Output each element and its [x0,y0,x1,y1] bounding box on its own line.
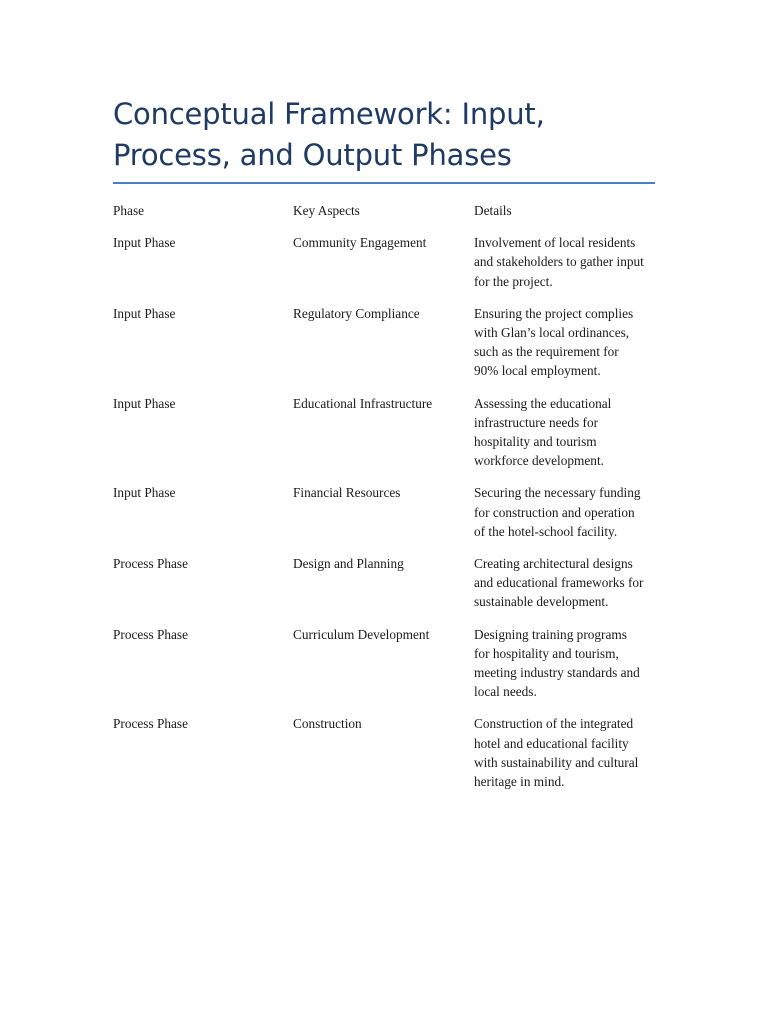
cell-phase: Input Phase [113,235,176,251]
cell-phase: Process Phase [113,626,188,642]
cell-key-aspect: Educational Infrastructure [293,395,433,411]
table-row [113,625,644,715]
cell-key-aspect: Community Engagement [293,235,427,251]
cell-details: Involvement of local residents and stakeholders to gather input for the project. [474,235,644,289]
cell-details: Designing training programs for hospitality and tourism, meeting industry standards and local needs. [474,626,640,700]
framework-table [113,201,644,804]
table-row [113,714,644,804]
cell-details: Assessing the educational infrastructure needs for hospitality and tourism workforce development. [474,395,612,469]
page-title: Conceptual Framework: Input, Process, and Output Phases [113,97,545,172]
cell-key-aspect: Financial Resources [293,485,401,501]
cell-details: Creating architectural designs and educational frameworks for sustainable development. [474,556,644,610]
cell-key-aspect: Construction [293,716,362,732]
table-row [113,483,644,554]
cell-phase: Process Phase [113,716,188,732]
title-divider [113,182,655,184]
cell-key-aspect: Design and Planning [293,556,404,572]
cell-phase: Input Phase [113,305,176,321]
cell-phase: Input Phase [113,395,176,411]
cell-details: Construction of the integrated hotel and educational facility with sustainability and cultural heritage in mind. [474,716,639,790]
header-phase: Phase [113,203,145,218]
cell-details: Ensuring the project complies with Glan’s local ordinances, such as the requirement for 90% local employment. [474,305,634,379]
table-row [113,304,644,394]
table-header-row [113,201,644,233]
cell-key-aspect: Regulatory Compliance [293,305,420,321]
cell-key-aspect: Curriculum Development [293,626,430,642]
cell-phase: Input Phase [113,485,176,501]
cell-details: Securing the necessary funding for construction and operation of the hotel-school facility. [474,485,641,539]
table-row [113,394,644,484]
table-row [113,554,644,625]
cell-phase: Process Phase [113,556,188,572]
table-row [113,233,644,304]
header-details: Details [474,203,512,218]
header-key-aspects: Key Aspects [293,203,360,218]
document-page [113,94,655,804]
